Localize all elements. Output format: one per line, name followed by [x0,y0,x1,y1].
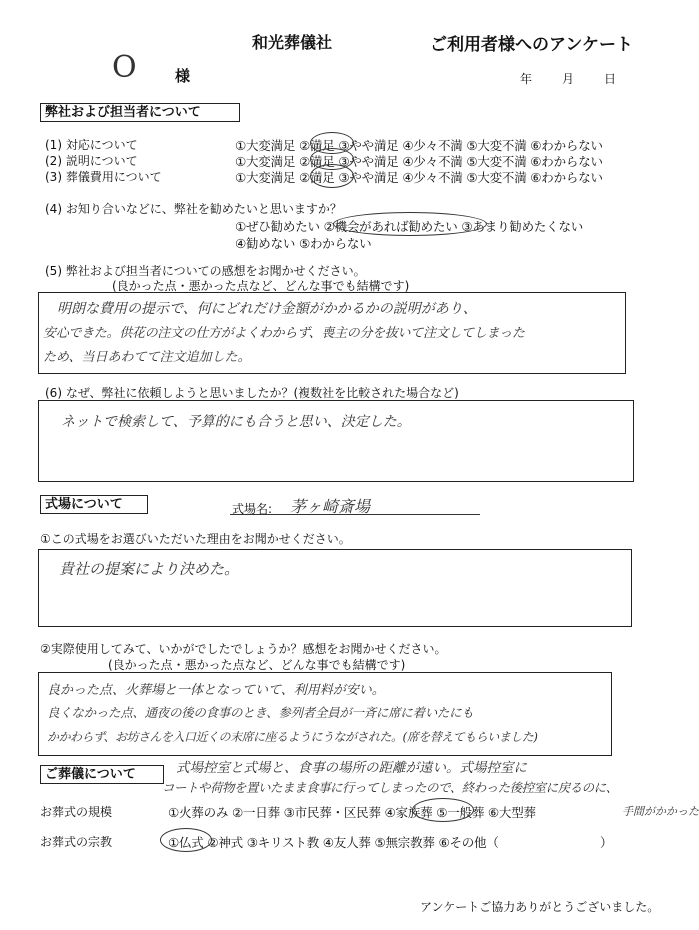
scale-selected-circle [412,798,474,822]
qb-label: ②実際使用してみて、いかがでしたでしょうか？感想をお聞かせください。 [40,642,447,656]
footer-thanks: アンケートご協力ありがとうございました。 [420,900,660,914]
q3-options: ①大変満足 ②満足 ③やや満足 ④少々不満 ⑤大変不満 ⑥わからない [235,170,603,185]
q5-answer-line2: 安心できた。供花の注文の仕方がよくわからず、喪主の分を抜いて注文してしまった [43,326,525,341]
day-label: 日 [604,72,617,86]
scale-label: お葬式の規模 [40,805,113,819]
venue-name: 茅ヶ崎斎場 [290,497,371,516]
qb-answer-box [38,672,612,756]
qa-label: ①この式場をお選びいただいた理由をお聞かせください。 [40,532,351,546]
religion-selected-circle [160,828,212,852]
scale-options: ①火葬のみ ②一日葬 ③市民葬・区民葬 ④家族葬 ⑤一般葬 ⑥大型葬 [168,805,536,820]
survey-title: ご利用者様へのアンケート [430,35,633,55]
q4-options-line2: ④勧めない ⑤わからない [235,236,372,251]
extra-note-line2: コートや荷物を置いたまま食事に行ってしまったので、終わった後控室に戻るのに、 [162,780,618,795]
q6-answer: ネットで検索して、予算的にも合うと思い、決定した。 [61,414,411,430]
extra-note-line3: 手間がかかった [622,805,699,818]
q4-selected-circle [333,212,487,236]
religion-close-paren: ） [600,835,613,850]
qa-answer: 貴社の提案により決めた。 [59,560,240,578]
section-heading-company: 弊社および担当者について [40,103,240,122]
qb-answer-line2: 良くなかった点、通夜の後の食事のとき、参列者全員が一斉に席に着いたにも [47,705,474,720]
religion-options: ①仏式 ②神式 ③キリスト教 ④友人葬 ⑤無宗教葬 ⑥その他（ [168,835,499,850]
q5-answer-line3: ため、当日あわてて注文追加した。 [43,350,251,365]
q5-label: (5) 弊社および担当者についての感想をお聞かせください。 [45,264,366,278]
company-name: 和光葬儀社 [252,33,333,52]
q4-options-line1: ①ぜひ勧めたい ②機会があれば勧めたい ③あまり勧めたくない [235,219,584,234]
q3-label: (3) 葬儀費用について [45,170,162,184]
honorific: 様 [175,67,191,85]
extra-note-line1: 式場控室と式場と、食事の場所の距離が遠い。式場控室に [176,760,527,776]
q2-label: (2) 説明について [45,154,138,168]
q3-selected-circle [310,164,354,188]
q5-sublabel: (良かった点・悪かった点など、どんな事でも結構です) [112,279,410,293]
venue-label: 式場名: [232,502,273,516]
month-label: 月 [562,72,575,86]
qa-answer-box [38,549,632,627]
qb-answer-line3: かかわらず、お坊さんを入口近くの末席に座るようにうながされた。(席を替えてもらいました) [47,730,538,744]
q1-label: (1) 対応について [45,138,138,152]
qb-sublabel: (良かった点・悪かった点など、どんな事でも結構です) [108,658,406,672]
q6-answer-box [38,400,634,482]
section-heading-venue: 式場について [40,495,148,514]
year-label: 年 [520,72,533,86]
venue-name-underline [230,514,480,515]
customer-initial: O [112,50,137,85]
section-heading-funeral: ご葬儀について [40,765,164,784]
qb-answer-line1: 良かった点、火葬場と一体となっていて、利用料が安い。 [47,683,385,698]
q4-label: (4) お知り合いなどに、弊社を勧めたいと思いますか？ [45,202,342,216]
q2-options: ①大変満足 ②満足 ③やや満足 ④少々不満 ⑤大変不満 ⑥わからない [235,154,603,169]
q5-answer-line1: 明朗な費用の提示で、何にどれだけ金額がかかるかの説明があり、 [57,301,477,317]
religion-label: お葬式の宗教 [40,835,113,849]
q6-label: (6) なぜ、弊社に依頼しようと思いましたか？(複数社を比較された場合など) [45,386,459,400]
q5-answer-box [38,292,626,374]
q1-options: ①大変満足 ②満足 ③やや満足 ④少々不満 ⑤大変不満 ⑥わからない [235,138,603,153]
